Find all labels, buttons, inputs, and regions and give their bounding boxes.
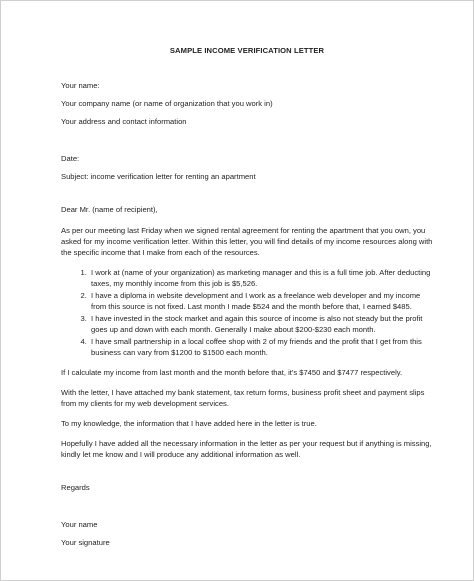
list-item: 4. I have small partnership in a local coffee shop with 2 of my friends and the profit that I get from this business can vary from $1200 to $1500 each month. (89, 336, 433, 358)
sender-company: Your company name (or name of organization that you work in) (61, 99, 273, 108)
sender-address: Your address and contact information (61, 117, 187, 126)
letter-title: SAMPLE INCOME VERIFICATION LETTER (169, 46, 325, 55)
income-list (61, 267, 433, 358)
letter-subject: Subject: income verification letter for renting an apartment (61, 172, 256, 181)
attachments-paragraph: With the letter, I have attached my bank statement, tax return forms, business profit sheet and payment slips from my clients for my web development services. (61, 388, 425, 408)
intro-paragraph: As per our meeting last Friday when we signed rental agreement for renting the apartment that you own, you asked for my income verification letter. Within this letter, you will find details of my income resources along with the specific income that I make from each of the resources. (61, 226, 433, 257)
closing-regards: Regards (61, 483, 90, 492)
list-item: 2. I have a diploma in website development and I work as a freelance web developer and my income from this source is not fixed. Last month I made $524 and the month before that, I earned $485. (89, 290, 433, 312)
signoff-signature: Your signature (61, 538, 110, 547)
income-total-paragraph: If I calculate my income from last month and the month before that, it's $7450 and $7477 respectively. (61, 368, 403, 377)
signoff-name: Your name (61, 520, 98, 529)
salutation: Dear Mr. (name of recipient), (61, 205, 158, 214)
truth-statement-paragraph: To my knowledge, the information that I have added here in the letter is true. (61, 419, 317, 428)
closing-paragraph: Hopefully I have added all the necessary information in the letter as per your request but if anything is missing, kindly let me know and I will produce any additional information as well. (61, 439, 432, 459)
list-item: 1. I work at (name of your organization) as marketing manager and this is a full time job. After deducting taxes, my monthly income from this job is $5,526. (89, 267, 433, 289)
sender-name: Your name: (61, 81, 100, 90)
letter-date: Date: (61, 154, 80, 163)
list-item: 3. I have invested in the stock market and again this source of income is also not steady but the profit goes up and down with each month. Generally I make about $200-$230 each month. (89, 313, 433, 335)
